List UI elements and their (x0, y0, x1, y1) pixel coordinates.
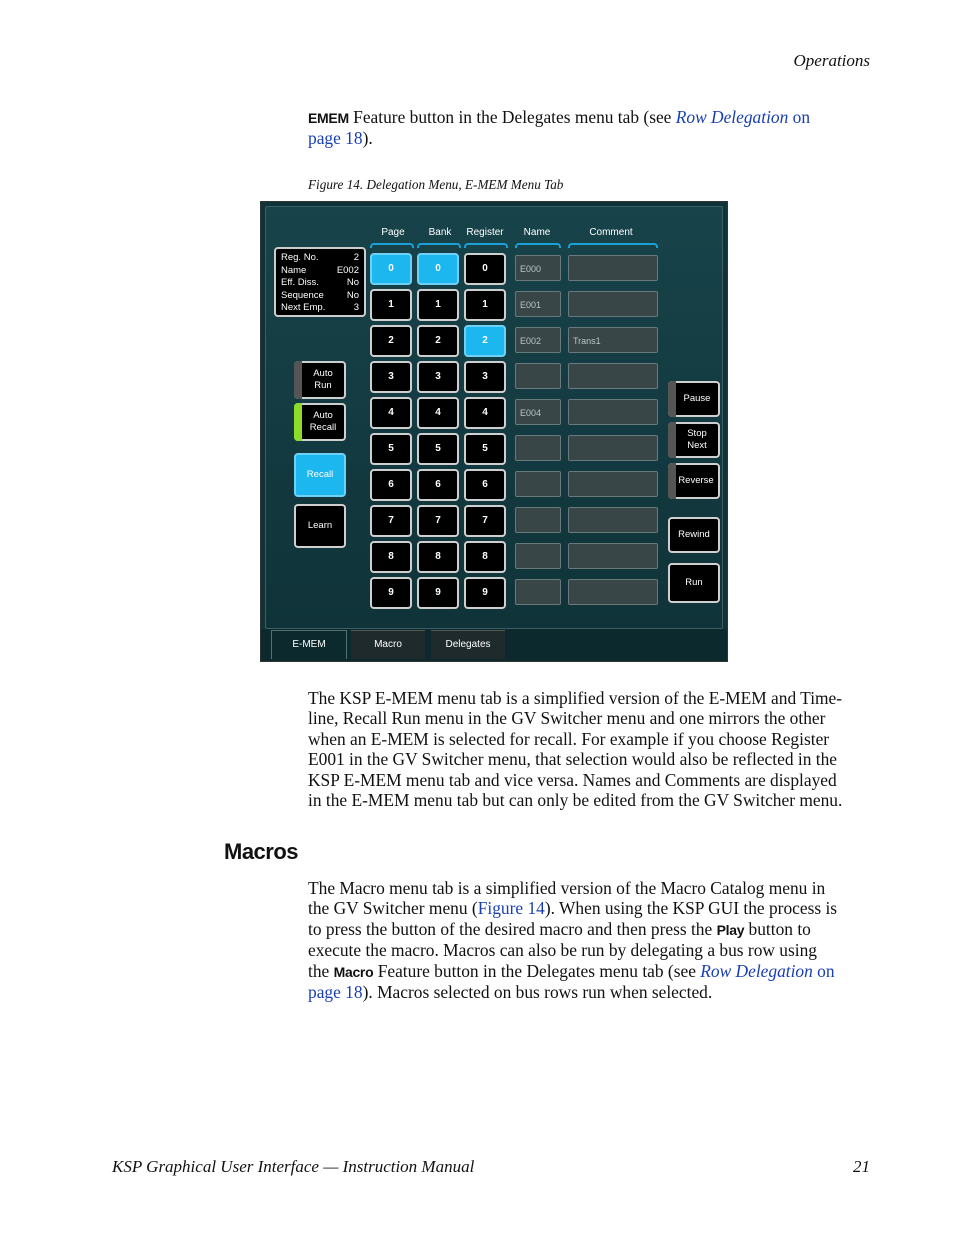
text-run: ). Macros selected on bus rows run when selected. (362, 982, 713, 1003)
page-button[interactable]: 8 (370, 541, 412, 573)
reverse-button[interactable] (668, 463, 720, 499)
text-line (308, 961, 874, 982)
play-term: Play (716, 921, 745, 938)
recall-button[interactable]: Recall (294, 453, 346, 497)
row-delegation-on-2[interactable]: on (812, 960, 835, 981)
register-name-cell: E002 (515, 327, 561, 353)
tab-delegates[interactable]: Delegates (431, 630, 505, 659)
figure-14-link[interactable]: Figure 14 (477, 898, 545, 919)
text-run: ). When using the KSP GUI the process is (544, 898, 838, 919)
register-button[interactable]: 3 (464, 361, 506, 393)
register-name-cell (515, 507, 561, 533)
info-label: Eff. Diss. (281, 277, 319, 289)
register-comment-cell (568, 255, 658, 281)
register-comment-cell (568, 435, 658, 461)
register-comment-cell (568, 507, 658, 533)
page-button[interactable]: 0 (370, 253, 412, 285)
text-run: the GV Switcher menu ( (308, 898, 478, 919)
reverse-label: Reverse (678, 475, 714, 486)
bank-button[interactable]: 8 (417, 541, 459, 573)
menu-tab-bar (261, 629, 727, 661)
info-value: 2 (353, 252, 359, 263)
running-header: Operations (793, 51, 870, 70)
text-line: E001 in the GV Switcher menu, that selection would also be reflected in the (308, 749, 837, 770)
page-button[interactable]: 3 (370, 361, 412, 393)
rewind-button[interactable]: Rewind (668, 517, 720, 553)
pause-label: Pause (683, 393, 711, 404)
auto-recall-button[interactable] (294, 403, 346, 441)
info-value: E002 (336, 264, 359, 276)
text-run: to press the button of the desired macro and then press the (308, 918, 717, 939)
emem-menu-screenshot (260, 201, 728, 662)
text-line (308, 982, 874, 1002)
bank-button[interactable]: 6 (417, 469, 459, 501)
register-comment-cell: Trans1 (568, 327, 658, 353)
stop-next-button[interactable] (668, 422, 720, 458)
emem-menu-body (265, 206, 723, 629)
run-button[interactable]: Run (668, 563, 720, 603)
stop-next-label: Stop Next (687, 428, 707, 451)
text-line: when an E-MEM is selected for recall. For example if you choose Register (308, 728, 830, 749)
register-info-box (274, 247, 366, 317)
column-header-comment: Comment (589, 227, 633, 238)
column-bracket-comment (568, 243, 658, 248)
register-name-cell: E001 (515, 291, 561, 317)
text-run: the (308, 960, 334, 981)
section-heading-macros: Macros (224, 839, 299, 864)
intro-text: Feature button in the Delegates menu tab (see (348, 107, 676, 127)
auto-run-button[interactable] (294, 361, 346, 399)
info-label: Next Emp. (281, 302, 326, 314)
register-comment-cell (568, 579, 658, 605)
figure-caption: Figure 14. Delegation Menu, E-MEM Menu Tab (308, 177, 564, 192)
register-button[interactable]: 8 (464, 541, 506, 573)
register-comment-cell (568, 471, 658, 497)
register-name-cell (515, 543, 561, 569)
text-line: The Macro menu tab is a simplified version of the Macro Catalog menu in (308, 878, 826, 898)
bank-button[interactable]: 0 (417, 253, 459, 285)
bank-button[interactable]: 9 (417, 577, 459, 609)
register-button[interactable]: 7 (464, 505, 506, 537)
info-label: Name (281, 264, 307, 276)
page-button[interactable]: 6 (370, 469, 412, 501)
pause-button[interactable] (668, 381, 720, 417)
page-18-link-2[interactable]: page 18 (308, 982, 363, 1003)
register-comment-cell (568, 543, 658, 569)
auto-recall-label: Auto Recall (309, 410, 337, 433)
row-delegation-on[interactable]: on (788, 107, 811, 127)
row-delegation-link[interactable]: Row Delegation (675, 107, 789, 127)
column-bracket-name (515, 243, 561, 248)
info-label: Reg. No. (281, 252, 319, 263)
page-button[interactable]: 1 (370, 289, 412, 321)
bank-button[interactable]: 7 (417, 505, 459, 537)
column-bracket-register (464, 243, 508, 248)
register-name-cell (515, 363, 561, 389)
auto-run-label: Auto Run (313, 368, 333, 391)
page-button[interactable]: 9 (370, 577, 412, 609)
auto-recall-indicator (294, 403, 302, 441)
text-run: Feature button in the Delegates menu tab (see (373, 960, 701, 981)
emem-description (308, 688, 874, 810)
page-18-link[interactable]: page 18 (308, 128, 363, 149)
register-name-cell (515, 435, 561, 461)
register-name-cell (515, 579, 561, 605)
register-name-cell (515, 471, 561, 497)
text-line: The KSP E-MEM menu tab is a simplified version of the E-MEM and Time- (308, 688, 843, 708)
info-value: No (346, 277, 359, 289)
bank-button[interactable]: 1 (417, 289, 459, 321)
intro-paragraph (308, 107, 868, 149)
stop-next-indicator (668, 422, 676, 458)
footer-title: KSP Graphical User Interface — Instruction Manual (112, 1157, 475, 1176)
page-button[interactable]: 2 (370, 325, 412, 357)
text-line (308, 919, 874, 940)
emem-term: EMEM (308, 110, 349, 126)
page-button[interactable]: 7 (370, 505, 412, 537)
column-header-page: Page (381, 227, 405, 238)
column-bracket-page (370, 243, 414, 248)
register-button[interactable]: 1 (464, 289, 506, 321)
register-button[interactable]: 2 (464, 325, 506, 357)
register-button[interactable]: 4 (464, 397, 506, 429)
info-label: Sequence (281, 289, 324, 301)
column-header-bank: Bank (428, 227, 452, 238)
text-line: line, Recall Run menu in the GV Switcher menu and one mirrors the other (308, 708, 826, 729)
text-line: in the E-MEM menu tab but can only be edited from the GV Switcher menu. (308, 790, 843, 811)
intro-text-end: ). (362, 128, 373, 149)
register-button[interactable]: 9 (464, 577, 506, 609)
column-header-register: Register (466, 227, 504, 238)
reverse-indicator (668, 463, 676, 499)
page-button[interactable]: 5 (370, 433, 412, 465)
bank-button[interactable]: 5 (417, 433, 459, 465)
text-line: KSP E-MEM menu tab and vice versa. Names and Comments are displayed (308, 769, 837, 790)
register-button[interactable]: 6 (464, 469, 506, 501)
register-button[interactable]: 5 (464, 433, 506, 465)
auto-run-indicator (294, 361, 302, 399)
info-value: 3 (353, 302, 359, 314)
register-name-cell: E000 (515, 255, 561, 281)
bank-button[interactable]: 4 (417, 397, 459, 429)
bank-button[interactable]: 3 (417, 361, 459, 393)
pause-indicator (668, 381, 676, 417)
text-line (308, 898, 874, 918)
bank-button[interactable]: 2 (417, 325, 459, 357)
tab-macro[interactable]: Macro (351, 630, 425, 659)
page-number: 21 (853, 1157, 870, 1176)
text-run: button to (744, 918, 811, 939)
register-comment-cell (568, 363, 658, 389)
register-comment-cell (568, 291, 658, 317)
register-comment-cell (568, 399, 658, 425)
tab-emem[interactable]: E-MEM (271, 630, 347, 659)
register-name-cell: E004 (515, 399, 561, 425)
row-delegation-link-2[interactable]: Row Delegation (700, 960, 813, 981)
column-header-name: Name (523, 227, 551, 238)
macro-term: Macro (333, 963, 374, 980)
column-bracket-bank (417, 243, 461, 248)
info-value: No (346, 289, 359, 301)
page-button[interactable]: 4 (370, 397, 412, 429)
register-button[interactable]: 0 (464, 253, 506, 285)
macros-description (308, 878, 874, 1002)
learn-button[interactable]: Learn (294, 504, 346, 548)
text-line: execute the macro. Macros can also be run by delegating a bus row using (308, 940, 817, 961)
